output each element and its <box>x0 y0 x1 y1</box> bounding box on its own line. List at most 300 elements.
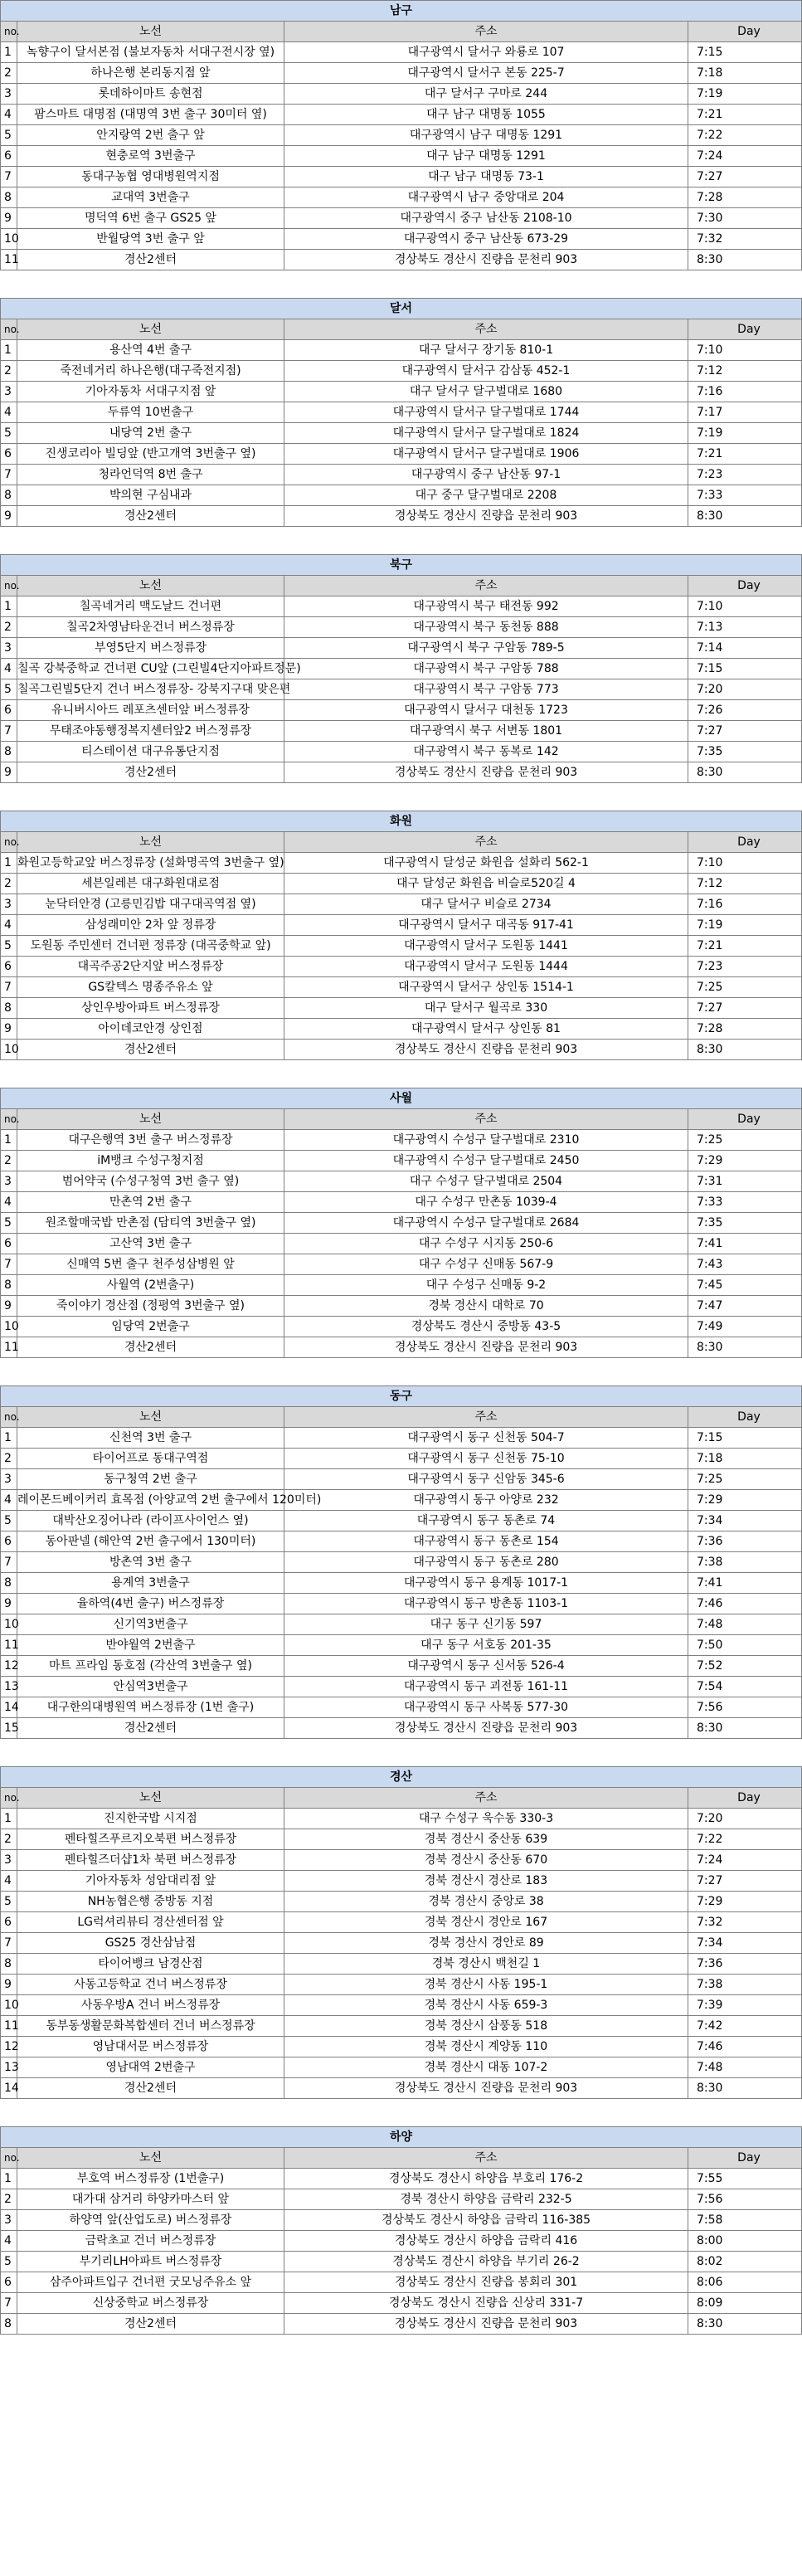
stop-number: 7 <box>1 1933 17 1954</box>
route-section <box>0 298 801 527</box>
stop-name: GS25 경산삼남점 <box>17 1933 284 1954</box>
table-row <box>1 250 802 270</box>
stop-name: 도원동 주민센터 건너편 정류장 (대곡중학교 앞) <box>17 936 284 957</box>
stop-address: 대구광역시 달서구 도원동 1441 <box>284 936 688 957</box>
stop-time: 7:19 <box>688 84 802 105</box>
stop-address: 대구광역시 달서구 대곡동 917-41 <box>284 915 688 936</box>
column-header-row <box>1 1788 802 1809</box>
stop-number: 5 <box>1 1213 17 1234</box>
stop-number: 6 <box>1 957 17 977</box>
stop-time: 7:34 <box>688 1933 802 1954</box>
stop-time: 7:58 <box>688 2210 802 2231</box>
stop-address: 대구광역시 북구 동천동 888 <box>284 617 688 638</box>
table-row <box>1 1635 802 1656</box>
section-spacer <box>0 527 801 554</box>
stop-address: 경북 경산시 계양동 110 <box>284 2037 688 2057</box>
stop-name: 사동우방A 건너 버스정류장 <box>17 1995 284 2016</box>
table-row <box>1 2252 802 2272</box>
stop-address: 대구광역시 달성군 화원읍 설화리 562-1 <box>284 853 688 874</box>
stop-address: 경북 경산시 경안로 167 <box>284 1912 688 1933</box>
stop-number: 5 <box>1 423 17 444</box>
stop-address: 대구광역시 수성구 달구벌대로 2450 <box>284 1151 688 1171</box>
header-route: 노선 <box>17 22 284 42</box>
stop-time: 7:29 <box>688 1490 802 1511</box>
stop-time: 7:29 <box>688 1151 802 1171</box>
stop-time: 7:14 <box>688 638 802 659</box>
stop-name: 동아판넬 (해안역 2번 출구에서 130미터) <box>17 1531 284 1552</box>
stop-name: 영남대역 2번출구 <box>17 2057 284 2078</box>
stop-time: 7:55 <box>688 2169 802 2189</box>
stop-name: 신상중학교 버스정류장 <box>17 2293 284 2314</box>
stop-name: 하나은행 본리동지점 앞 <box>17 63 284 84</box>
table-row <box>1 105 802 125</box>
stop-name: 진생코리아 빌딩앞 (반고개역 3번출구 옆) <box>17 444 284 465</box>
route-title-row <box>1 1088 802 1109</box>
stop-address: 경북 경산시 중산동 639 <box>284 1829 688 1850</box>
table-row <box>1 1469 802 1490</box>
stop-name: 신기역3번출구 <box>17 1614 284 1635</box>
table-row <box>1 1594 802 1614</box>
table-row <box>1 1130 802 1151</box>
table-row <box>1 1449 802 1469</box>
stop-time: 7:49 <box>688 1317 802 1337</box>
table-row <box>1 853 802 874</box>
stop-number: 12 <box>1 2037 17 2057</box>
stop-number: 1 <box>1 42 17 63</box>
stop-address: 경상북도 경산시 진량읍 신상리 331-7 <box>284 2293 688 2314</box>
table-row <box>1 659 802 679</box>
header-route: 노선 <box>17 1788 284 1809</box>
stop-time: 7:36 <box>688 1531 802 1552</box>
stop-time: 8:02 <box>688 2252 802 2272</box>
column-header-row <box>1 832 802 853</box>
stop-name: 칠곡네거리 맥도날드 건너편 <box>17 597 284 617</box>
stop-number: 10 <box>1 1995 17 2016</box>
table-row <box>1 1428 802 1449</box>
stop-name: 신매역 5번 출구 천주성삼병원 앞 <box>17 1254 284 1275</box>
header-day: Day <box>688 2148 802 2169</box>
stop-address: 대구광역시 북구 구암동 773 <box>284 679 688 700</box>
stop-name: 사동고등학교 건너 버스정류장 <box>17 1975 284 1995</box>
stop-name: 경산2센터 <box>17 506 284 527</box>
header-address: 주소 <box>284 319 688 340</box>
stop-number: 3 <box>1 894 17 915</box>
stop-number: 10 <box>1 1614 17 1635</box>
stop-address: 대구 남구 대명동 1055 <box>284 105 688 125</box>
stop-time: 7:18 <box>688 1449 802 1469</box>
header-address: 주소 <box>284 832 688 853</box>
stop-name: 녹향구이 달서본점 (불보자동차 서대구전시장 옆) <box>17 42 284 63</box>
route-section <box>0 2126 801 2335</box>
stop-time: 7:28 <box>688 1019 802 1040</box>
stop-name: 사월역 (2번출구) <box>17 1275 284 1296</box>
stop-name: 경산2센터 <box>17 2078 284 2099</box>
stop-number: 9 <box>1 208 17 229</box>
stop-number: 9 <box>1 1296 17 1317</box>
stop-address: 대구광역시 동구 사복동 577-30 <box>284 1697 688 1718</box>
table-row <box>1 1718 802 1739</box>
stop-time: 7:15 <box>688 42 802 63</box>
stop-address: 대구광역시 북구 태전동 992 <box>284 597 688 617</box>
stop-address: 대구 중구 달구벌대로 2208 <box>284 485 688 506</box>
stop-address: 경상북도 경산시 하양읍 부기리 26-2 <box>284 2252 688 2272</box>
stop-address: 대구광역시 북구 구암동 788 <box>284 659 688 679</box>
stop-time: 7:10 <box>688 597 802 617</box>
stop-time: 7:50 <box>688 1635 802 1656</box>
table-row <box>1 1296 802 1317</box>
table-row <box>1 2078 802 2099</box>
table-row <box>1 1511 802 1531</box>
stop-address: 대구광역시 중구 남산동 673-29 <box>284 229 688 250</box>
stop-name: 칠곡2차영남타운건너 버스정류장 <box>17 617 284 638</box>
stop-name: 화원고등학교앞 버스정류장 (설화명곡역 3번출구 옆) <box>17 853 284 874</box>
stop-name: 반야월역 2번출구 <box>17 1635 284 1656</box>
stop-name: 펜타힐즈더샵1차 북편 버스정류장 <box>17 1850 284 1871</box>
table-row <box>1 1677 802 1697</box>
stop-address: 대구광역시 달서구 대천동 1723 <box>284 700 688 721</box>
table-row <box>1 1809 802 1829</box>
stop-number: 8 <box>1 1573 17 1594</box>
stop-address: 대구 달성군 화원읍 비슬로520길 4 <box>284 874 688 894</box>
table-row <box>1 2057 802 2078</box>
stop-number: 4 <box>1 659 17 679</box>
table-row <box>1 1850 802 1871</box>
stop-number: 8 <box>1 485 17 506</box>
stop-number: 4 <box>1 1192 17 1213</box>
table-row <box>1 1697 802 1718</box>
stop-time: 7:46 <box>688 1594 802 1614</box>
stop-name: 경산2센터 <box>17 762 284 783</box>
stop-number: 4 <box>1 1490 17 1511</box>
stop-number: 9 <box>1 1019 17 1040</box>
stop-name: iM뱅크 수성구청지점 <box>17 1151 284 1171</box>
stop-time: 7:20 <box>688 1809 802 1829</box>
stop-address: 경상북도 경산시 하양읍 금락리 416 <box>284 2231 688 2252</box>
stop-time: 7:41 <box>688 1573 802 1594</box>
stop-address: 대구 달서구 달구벌대로 1680 <box>284 382 688 402</box>
column-header-row <box>1 22 802 42</box>
header-route: 노선 <box>17 2148 284 2169</box>
table-row <box>1 167 802 187</box>
stop-time: 7:22 <box>688 1829 802 1850</box>
stop-name: 타이어프로 동대구역점 <box>17 1449 284 1469</box>
stop-address: 대구광역시 북구 구암동 789-5 <box>284 638 688 659</box>
header-address: 주소 <box>284 576 688 597</box>
table-row <box>1 208 802 229</box>
header-no: no. <box>1 832 17 853</box>
stop-number: 2 <box>1 874 17 894</box>
header-no: no. <box>1 319 17 340</box>
route-title: 하양 <box>1 2127 802 2148</box>
stop-number: 2 <box>1 2189 17 2210</box>
stop-time: 7:25 <box>688 1130 802 1151</box>
table-row <box>1 1317 802 1337</box>
stop-address: 대구광역시 달서구 감삼동 452-1 <box>284 361 688 382</box>
stop-number: 7 <box>1 465 17 485</box>
stop-time: 7:30 <box>688 208 802 229</box>
stop-number: 7 <box>1 167 17 187</box>
stop-time: 7:24 <box>688 146 802 167</box>
stop-number: 4 <box>1 2231 17 2252</box>
stop-time: 7:21 <box>688 444 802 465</box>
stop-time: 8:30 <box>688 1040 802 1060</box>
stop-time: 7:54 <box>688 1677 802 1697</box>
stop-time: 7:32 <box>688 229 802 250</box>
stop-name: 범어약국 (수성구청역 3번 출구 옆) <box>17 1171 284 1192</box>
stop-address: 대구광역시 동구 용계동 1017-1 <box>284 1573 688 1594</box>
stop-address: 대구광역시 달서구 달구벌대로 1906 <box>284 444 688 465</box>
stop-time: 8:30 <box>688 250 802 270</box>
stop-name: 용계역 3번출구 <box>17 1573 284 1594</box>
stop-name: 대곡주공2단지앞 버스정류장 <box>17 957 284 977</box>
section-spacer <box>0 1358 801 1385</box>
stop-name: 부기리LH아파트 버스정류장 <box>17 2252 284 2272</box>
stop-name: 고산역 3번 출구 <box>17 1234 284 1254</box>
stop-name: 청라언덕역 8번 출구 <box>17 465 284 485</box>
header-day: Day <box>688 1788 802 1809</box>
route-table <box>0 1385 802 1739</box>
route-title-row <box>1 299 802 319</box>
header-route: 노선 <box>17 1407 284 1428</box>
stop-time: 7:35 <box>688 742 802 762</box>
stop-address: 대구광역시 동구 괴전동 161-11 <box>284 1677 688 1697</box>
stop-number: 6 <box>1 700 17 721</box>
stop-name: 세븐일레븐 대구화원대로점 <box>17 874 284 894</box>
stop-time: 7:31 <box>688 1171 802 1192</box>
table-row <box>1 638 802 659</box>
stop-name: 박의현 구심내과 <box>17 485 284 506</box>
stop-address: 대구광역시 달서구 와룡로 107 <box>284 42 688 63</box>
table-row <box>1 2272 802 2293</box>
column-header-row <box>1 2148 802 2169</box>
stop-time: 7:41 <box>688 1234 802 1254</box>
section-spacer <box>0 783 801 811</box>
table-row <box>1 340 802 361</box>
stop-address: 경북 경산시 사동 195-1 <box>284 1975 688 1995</box>
stop-address: 대구광역시 중구 남산동 97-1 <box>284 465 688 485</box>
stop-name: 죽이야기 경산점 (정평역 3번출구 옆) <box>17 1296 284 1317</box>
route-section <box>0 0 801 270</box>
table-row <box>1 2169 802 2189</box>
stop-address: 대구광역시 남구 중앙대로 204 <box>284 187 688 208</box>
stop-name: 무태조야동행정복지센터앞2 버스정류장 <box>17 721 284 742</box>
stop-time: 8:30 <box>688 1337 802 1358</box>
stop-number: 1 <box>1 1809 17 1829</box>
stop-number: 3 <box>1 1850 17 1871</box>
stop-number: 11 <box>1 1635 17 1656</box>
table-row <box>1 1275 802 1296</box>
stop-time: 8:30 <box>688 1718 802 1739</box>
stop-address: 대구 동구 신기동 597 <box>284 1614 688 1635</box>
table-row <box>1 679 802 700</box>
table-row <box>1 187 802 208</box>
table-row <box>1 1151 802 1171</box>
stop-time: 7:12 <box>688 361 802 382</box>
header-route: 노선 <box>17 319 284 340</box>
table-row <box>1 1892 802 1912</box>
stop-time: 7:26 <box>688 700 802 721</box>
stop-time: 7:21 <box>688 936 802 957</box>
stop-time: 7:10 <box>688 340 802 361</box>
stop-name: 칠곡 강북중학교 건너편 CU앞 (그린빌4단지아파트정문) <box>17 659 284 679</box>
stop-name: 동구청역 2번 출구 <box>17 1469 284 1490</box>
stop-time: 7:34 <box>688 1511 802 1531</box>
table-row <box>1 125 802 146</box>
stop-number: 13 <box>1 2057 17 2078</box>
table-row <box>1 402 802 423</box>
table-row <box>1 1531 802 1552</box>
stop-name: 명덕역 6번 출구 GS25 앞 <box>17 208 284 229</box>
section-spacer <box>0 270 801 298</box>
stop-number: 11 <box>1 250 17 270</box>
header-no: no. <box>1 1109 17 1130</box>
stop-name: 대가대 삼거리 하양카마스터 앞 <box>17 2189 284 2210</box>
stop-address: 대구광역시 중구 남산동 2108-10 <box>284 208 688 229</box>
stop-time: 7:39 <box>688 1995 802 2016</box>
stop-number: 5 <box>1 1892 17 1912</box>
stop-name: GS칼텍스 명종주유소 앞 <box>17 977 284 998</box>
section-spacer <box>0 2099 801 2126</box>
table-row <box>1 146 802 167</box>
stop-number: 1 <box>1 1130 17 1151</box>
table-row <box>1 597 802 617</box>
stop-address: 경상북도 경산시 진량읍 문천리 903 <box>284 506 688 527</box>
stop-address: 대구 남구 대명동 1291 <box>284 146 688 167</box>
route-table <box>0 1766 802 2099</box>
stop-time: 7:15 <box>688 659 802 679</box>
stop-address: 경북 경산시 하양읍 금락리 232-5 <box>284 2189 688 2210</box>
stop-address: 대구광역시 동구 신서동 526-4 <box>284 1656 688 1677</box>
stop-address: 경상북도 경산시 하양읍 금락리 116-385 <box>284 2210 688 2231</box>
stop-address: 경북 경산시 사동 659-3 <box>284 1995 688 2016</box>
stop-time: 7:42 <box>688 2016 802 2037</box>
stop-number: 2 <box>1 1449 17 1469</box>
stop-number: 8 <box>1 2314 17 2335</box>
stop-address: 경북 경산시 경안로 89 <box>284 1933 688 1954</box>
table-row <box>1 1933 802 1954</box>
stop-time: 7:32 <box>688 1912 802 1933</box>
stop-time: 7:18 <box>688 63 802 84</box>
stop-name: 마트 프라임 동호점 (각산역 3번출구 옆) <box>17 1656 284 1677</box>
stop-time: 7:23 <box>688 465 802 485</box>
stop-number: 8 <box>1 742 17 762</box>
stop-number: 14 <box>1 1697 17 1718</box>
stop-time: 7:22 <box>688 125 802 146</box>
route-title-row <box>1 811 802 832</box>
table-row <box>1 742 802 762</box>
route-title: 사월 <box>1 1088 802 1109</box>
stop-number: 6 <box>1 1234 17 1254</box>
stop-time: 7:48 <box>688 1614 802 1635</box>
stop-name: 아이데코안경 상인점 <box>17 1019 284 1040</box>
route-table <box>0 554 802 783</box>
stop-time: 7:29 <box>688 1892 802 1912</box>
table-row <box>1 2189 802 2210</box>
stop-name: 현충로역 3번출구 <box>17 146 284 167</box>
stop-address: 대구광역시 남구 대명동 1291 <box>284 125 688 146</box>
stop-time: 7:38 <box>688 1552 802 1573</box>
stop-number: 10 <box>1 1040 17 1060</box>
stop-time: 7:19 <box>688 423 802 444</box>
stop-number: 5 <box>1 679 17 700</box>
stop-number: 5 <box>1 125 17 146</box>
route-title: 달서 <box>1 299 802 319</box>
stop-number: 6 <box>1 1531 17 1552</box>
stop-number: 6 <box>1 146 17 167</box>
stop-name: 부영5단지 버스정류장 <box>17 638 284 659</box>
header-route: 노선 <box>17 1109 284 1130</box>
stop-address: 대구 수성구 달구벌대로 2504 <box>284 1171 688 1192</box>
table-row <box>1 1490 802 1511</box>
stop-name: 레이몬드베이커리 효목점 (아양교역 2번 출구에서 120미터) <box>17 1490 284 1511</box>
stop-time: 7:15 <box>688 1428 802 1449</box>
stop-time: 7:19 <box>688 915 802 936</box>
header-day: Day <box>688 832 802 853</box>
stop-address: 대구 달서구 구마로 244 <box>284 84 688 105</box>
stop-name: 경산2센터 <box>17 1718 284 1739</box>
table-row <box>1 1954 802 1975</box>
stop-name: 안지랑역 2번 출구 앞 <box>17 125 284 146</box>
stop-name: 용산역 4번 출구 <box>17 340 284 361</box>
stop-number: 10 <box>1 229 17 250</box>
stop-address: 대구광역시 달서구 도원동 1444 <box>284 957 688 977</box>
table-row <box>1 485 802 506</box>
stop-name: LG럭셔리뷰티 경산센터점 앞 <box>17 1912 284 1933</box>
stop-time: 8:00 <box>688 2231 802 2252</box>
stop-address: 대구 달서구 장기동 810-1 <box>284 340 688 361</box>
stop-address: 대구 동구 서호동 201-35 <box>284 1635 688 1656</box>
stop-address: 경북 경산시 백천길 1 <box>284 1954 688 1975</box>
stop-name: 동대구농협 영대병원역지점 <box>17 167 284 187</box>
route-title-row <box>1 1386 802 1407</box>
stop-number: 12 <box>1 1656 17 1677</box>
table-row <box>1 700 802 721</box>
stop-address: 대구광역시 달서구 달구벌대로 1744 <box>284 402 688 423</box>
header-route: 노선 <box>17 832 284 853</box>
table-row <box>1 617 802 638</box>
stop-name: 유니버시아드 레포츠센터앞 버스정류장 <box>17 700 284 721</box>
stop-name: 내당역 2번 출구 <box>17 423 284 444</box>
route-title: 화원 <box>1 811 802 832</box>
stop-address: 경상북도 경산시 중방동 43-5 <box>284 1317 688 1337</box>
stop-time: 7:13 <box>688 617 802 638</box>
column-header-row <box>1 1407 802 1428</box>
table-row <box>1 465 802 485</box>
stop-address: 대구광역시 북구 서변동 1801 <box>284 721 688 742</box>
table-row <box>1 1171 802 1192</box>
stop-time: 7:16 <box>688 382 802 402</box>
stop-number: 4 <box>1 402 17 423</box>
stop-address: 대구 수성구 욱수동 330-3 <box>284 1809 688 1829</box>
stop-time: 7:56 <box>688 1697 802 1718</box>
stop-number: 2 <box>1 1829 17 1850</box>
stop-time: 7:12 <box>688 874 802 894</box>
stop-name: 대구한의대병원역 버스정류장 (1번 출구) <box>17 1697 284 1718</box>
stop-time: 8:30 <box>688 2314 802 2335</box>
stop-number: 13 <box>1 1677 17 1697</box>
header-address: 주소 <box>284 1109 688 1130</box>
stop-number: 8 <box>1 187 17 208</box>
stop-address: 경상북도 경산시 진량읍 문천리 903 <box>284 762 688 783</box>
stop-address: 대구 수성구 시지동 250-6 <box>284 1234 688 1254</box>
stop-number: 7 <box>1 977 17 998</box>
stop-time: 8:09 <box>688 2293 802 2314</box>
table-row <box>1 1656 802 1677</box>
stop-name: 신천역 3번 출구 <box>17 1428 284 1449</box>
stop-time: 7:23 <box>688 957 802 977</box>
stop-number: 15 <box>1 1718 17 1739</box>
stop-name: 동부동생활문화복합센터 건너 버스정류장 <box>17 2016 284 2037</box>
